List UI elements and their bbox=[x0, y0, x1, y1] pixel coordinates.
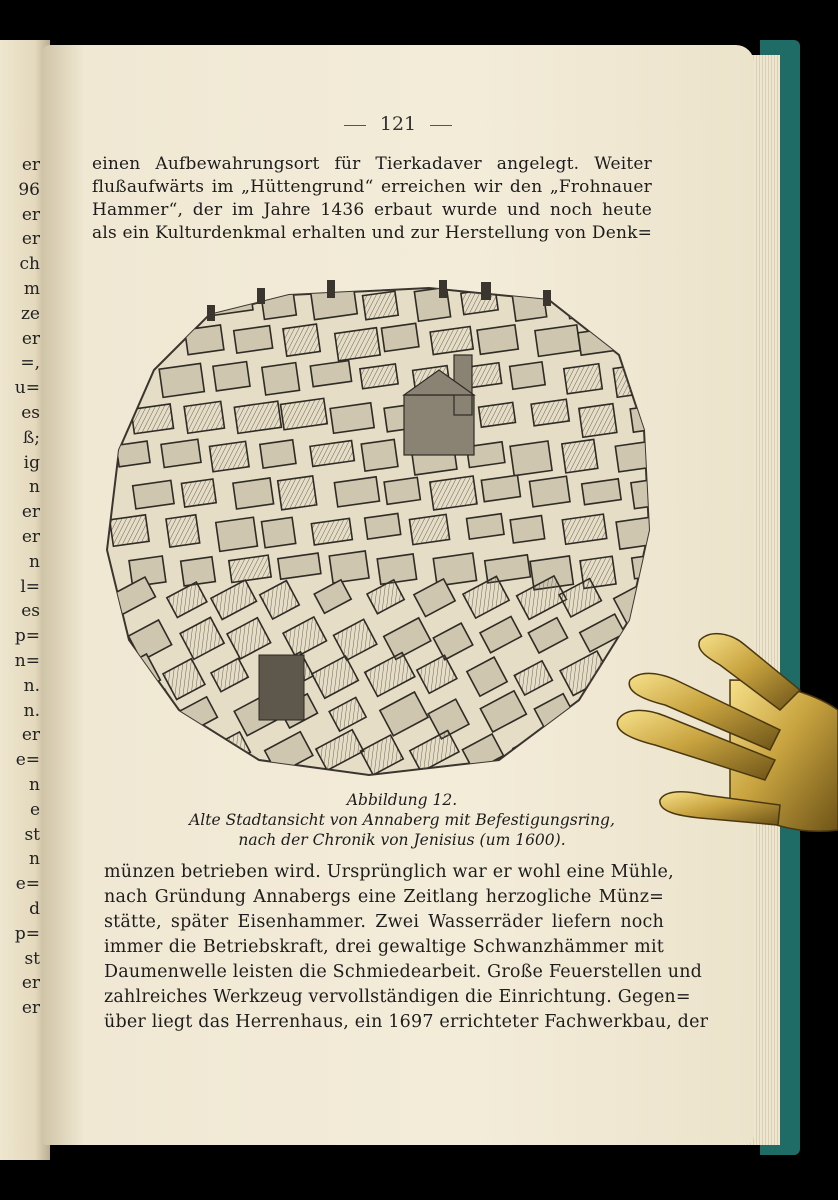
city-block bbox=[185, 325, 224, 355]
left-page-text-fragment: e= bbox=[15, 750, 40, 771]
text-line: Daumenwelle leisten die Schmiedearbeit. Große Feuerstellen und bbox=[104, 962, 703, 982]
city-block bbox=[481, 475, 520, 501]
text-line: flußaufwärts im „Hüttengrund“ erreichen wir den „Frohnauer bbox=[92, 177, 652, 197]
left-page-text-fragment: es bbox=[21, 403, 40, 423]
left-page-text-fragment: l= bbox=[20, 576, 40, 597]
left-page-text-fragment: n bbox=[29, 775, 40, 795]
left-page-text-fragment: er bbox=[21, 155, 40, 175]
city-block bbox=[613, 364, 648, 397]
city-block bbox=[329, 551, 369, 583]
city-block bbox=[628, 327, 654, 359]
city-block bbox=[233, 478, 274, 509]
city-block bbox=[209, 441, 249, 471]
city-block bbox=[510, 362, 545, 389]
city-block bbox=[615, 289, 650, 315]
city-block bbox=[467, 514, 504, 539]
city-block bbox=[116, 441, 150, 467]
city-block bbox=[582, 479, 621, 505]
city-block bbox=[261, 517, 295, 547]
city-block bbox=[562, 514, 606, 544]
city-block bbox=[181, 479, 216, 507]
left-page-text-fragment: er bbox=[21, 229, 40, 250]
left-page-text-fragment: ß; bbox=[22, 427, 40, 448]
figure-caption bbox=[122, 790, 682, 850]
bottom-paragraph bbox=[104, 860, 709, 1035]
city-block bbox=[114, 736, 156, 776]
left-page-text-fragment: n. bbox=[23, 675, 40, 696]
city-block bbox=[381, 323, 418, 351]
city-block bbox=[128, 323, 167, 355]
city-block bbox=[229, 555, 271, 582]
city-block bbox=[615, 442, 652, 472]
city-block bbox=[531, 399, 569, 426]
city-block bbox=[184, 401, 224, 433]
city-block bbox=[535, 325, 580, 356]
left-page-text-fragment: ze bbox=[20, 303, 40, 324]
left-page-text-fragment: 96 bbox=[18, 179, 40, 200]
city-block bbox=[311, 518, 352, 545]
city-block bbox=[479, 402, 516, 427]
left-page-text-fragment: st bbox=[24, 948, 40, 969]
city-block bbox=[181, 557, 216, 586]
text-line: münzen betrieben wird. Ursprünglich war er wohl eine Mühle, bbox=[104, 862, 674, 882]
caption-line: nach der Chronik von Jenisius (um 1600). bbox=[238, 831, 566, 849]
left-page-text-fragment: u= bbox=[14, 378, 40, 399]
city-block bbox=[310, 361, 351, 387]
left-page-text-fragment: =, bbox=[20, 353, 40, 374]
text-line: Hammer“, der im Jahre 1436 erbaut wurde und noch heute bbox=[92, 200, 652, 220]
city-block bbox=[161, 439, 201, 467]
city-block bbox=[477, 325, 518, 354]
left-page-text-fragment: d bbox=[29, 899, 40, 919]
city-block bbox=[334, 477, 379, 507]
left-page-text-fragment: n. bbox=[23, 700, 40, 721]
text-line: immer die Betriebskraft, drei gewaltige Schwanzhämmer mit bbox=[104, 937, 664, 957]
city-block bbox=[113, 289, 147, 316]
city-block bbox=[631, 479, 654, 509]
city-block bbox=[510, 516, 545, 543]
caption-line: Alte Stadtansicht von Annaberg mit Befestigungsring, bbox=[189, 811, 615, 829]
left-page-text-fragment: er bbox=[21, 502, 40, 523]
city-block bbox=[384, 477, 420, 504]
city-block bbox=[512, 288, 547, 321]
city-block bbox=[566, 288, 603, 318]
city-block bbox=[564, 364, 602, 394]
city-block bbox=[335, 328, 380, 361]
text-line: einen Aufbewahrungsort für Tierkadaver angelegt. Weiter bbox=[92, 154, 652, 174]
page-number: 121 bbox=[42, 113, 754, 135]
city-block bbox=[579, 404, 617, 438]
top-paragraph bbox=[92, 153, 652, 245]
city-block bbox=[162, 733, 206, 775]
city-block bbox=[234, 401, 281, 433]
city-block bbox=[409, 514, 449, 544]
city-block bbox=[216, 517, 258, 551]
city-block bbox=[283, 324, 320, 356]
text-line: zahlreiches Werkzeug vervollständigen die Einrichtung. Gegen= bbox=[104, 987, 691, 1007]
city-block bbox=[260, 440, 296, 468]
city-block bbox=[159, 363, 204, 397]
text-line: über liegt das Herrenhaus, ein 1697 errichteter Fachwerkbau, der bbox=[104, 1012, 709, 1032]
city-block bbox=[278, 476, 317, 510]
city-block bbox=[211, 289, 253, 315]
left-page-text-fragment: er bbox=[21, 725, 40, 746]
left-page-text-fragment: n bbox=[29, 849, 40, 870]
left-page-text-fragment: er bbox=[21, 527, 40, 547]
left-page-text-fragment: ig bbox=[23, 452, 40, 473]
city-block bbox=[363, 291, 399, 320]
city-block bbox=[361, 439, 398, 471]
city-block bbox=[166, 515, 200, 547]
left-page-text-fragment: er bbox=[21, 973, 40, 994]
left-page-text-fragment: er bbox=[21, 328, 40, 349]
left-page-text-fragment: er bbox=[21, 998, 40, 1019]
city-block bbox=[110, 515, 149, 546]
text-line: stätte, später Eisenhammer. Zwei Wasserräder liefern noch bbox=[104, 912, 664, 932]
city-block bbox=[262, 363, 300, 395]
right-page bbox=[42, 45, 754, 1145]
city-map-illustration bbox=[99, 260, 654, 780]
tower-building bbox=[259, 655, 304, 720]
city-block bbox=[213, 362, 250, 391]
city-block bbox=[330, 403, 374, 433]
text-line: als ein Kulturdenkmal erhalten und zur Herstellung von Denk= bbox=[92, 223, 653, 243]
city-block bbox=[510, 441, 552, 476]
caption-title: Abbildung 12. bbox=[346, 791, 458, 809]
left-page-text-fragment: n= bbox=[14, 651, 40, 671]
brass-hand-bookmark bbox=[610, 620, 838, 840]
left-page-text-fragment: p= bbox=[14, 923, 40, 944]
city-block bbox=[133, 480, 174, 508]
text-line: nach Gründung Annabergs eine Zeitlang herzogliche Münz= bbox=[104, 887, 664, 907]
city-block bbox=[365, 513, 401, 539]
city-block bbox=[111, 366, 146, 391]
left-page-text-fragment: er bbox=[21, 204, 40, 225]
city-block bbox=[578, 327, 623, 355]
city-block bbox=[529, 476, 570, 507]
left-page-text-fragment: m bbox=[23, 279, 40, 299]
left-page-text-fragment: n bbox=[29, 477, 40, 498]
city-block bbox=[430, 327, 473, 355]
left-page-text-fragment: n bbox=[29, 551, 40, 572]
city-block bbox=[630, 404, 654, 432]
left-page-text-fragment: p= bbox=[14, 626, 40, 647]
left-page-text-fragment: e= bbox=[15, 874, 40, 895]
city-block bbox=[562, 439, 598, 472]
city-block bbox=[281, 398, 328, 429]
left-page-text-fragment: ch bbox=[19, 254, 40, 275]
city-block bbox=[377, 554, 416, 584]
city-block bbox=[360, 364, 398, 389]
city-block bbox=[234, 326, 273, 353]
city-block bbox=[163, 285, 208, 317]
left-page-text-fragment: st bbox=[24, 824, 40, 845]
left-page-text-fragment: e bbox=[29, 799, 40, 820]
city-block bbox=[131, 404, 174, 434]
left-page-text-fragment: es bbox=[21, 601, 40, 622]
city-block bbox=[430, 476, 477, 510]
